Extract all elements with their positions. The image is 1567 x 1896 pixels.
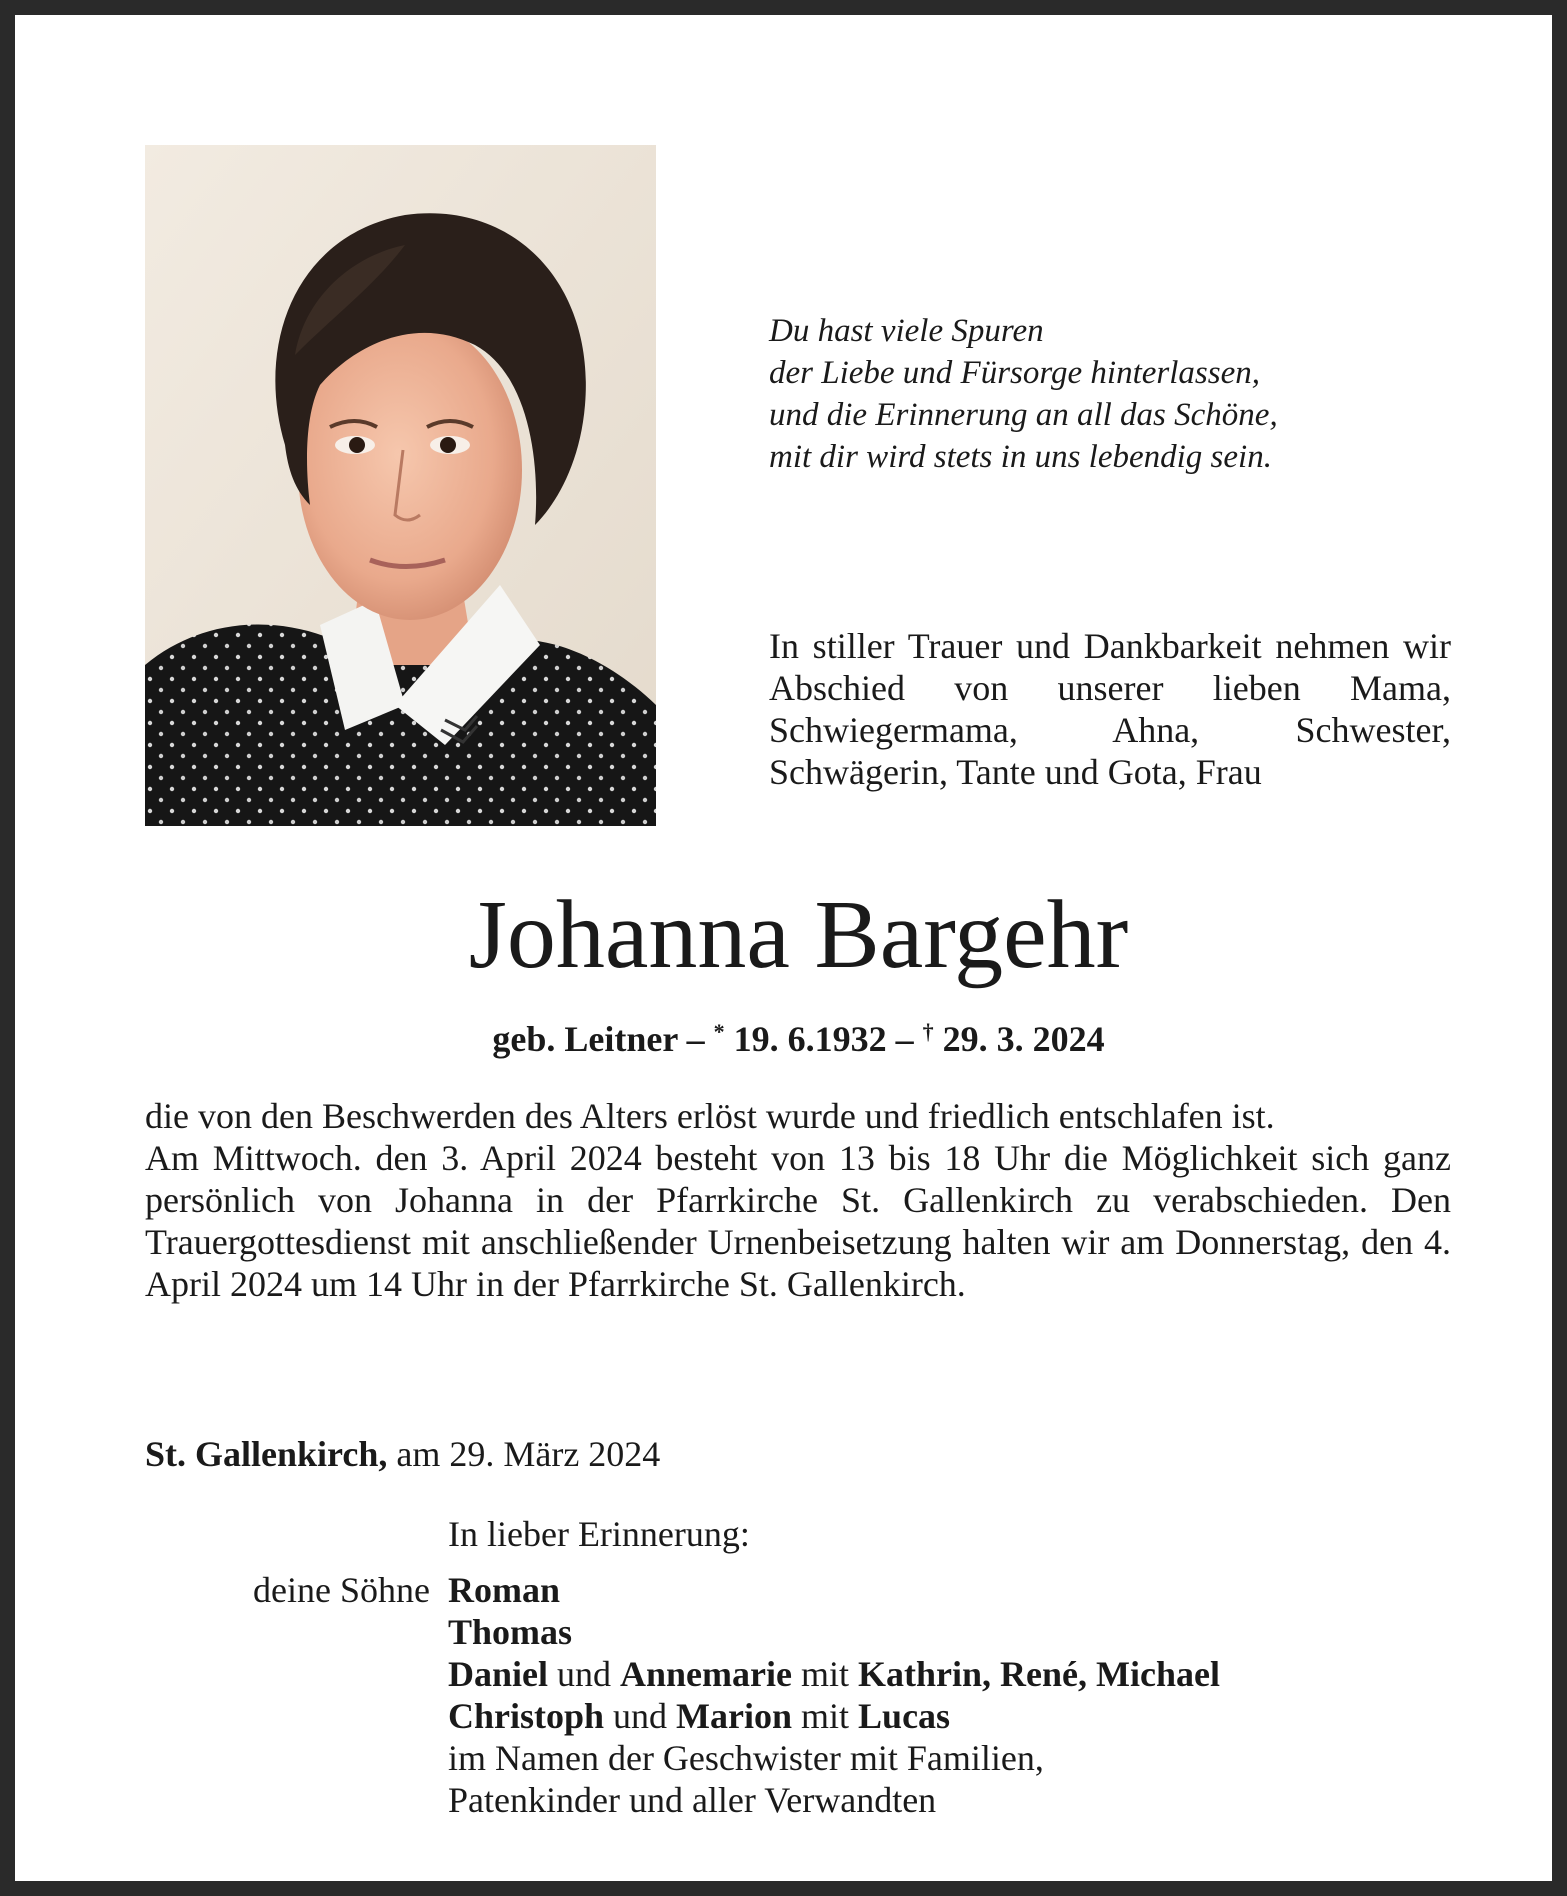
portrait-photo — [145, 145, 656, 826]
conjunction: und — [604, 1696, 677, 1736]
grandchild-name: Lucas — [858, 1696, 951, 1736]
family-line — [448, 1653, 1220, 1695]
separator: – — [677, 1019, 714, 1059]
place-date-text: am 29. März 2024 — [387, 1434, 661, 1474]
family-line — [448, 1611, 1220, 1653]
life-dates — [15, 1010, 1567, 1061]
family-list — [448, 1569, 1220, 1821]
son-name: Roman — [448, 1570, 561, 1610]
memory-heading: In lieber Erinnerung: — [448, 1514, 750, 1554]
death-symbol: † — [922, 1019, 934, 1044]
partner-name: Annemarie — [620, 1654, 792, 1694]
conjunction: und — [548, 1654, 621, 1694]
conjunction: mit — [792, 1696, 859, 1736]
birth-date: 19. 6.1932 — [724, 1019, 887, 1059]
intro-text: In stiller Trauer und Dankbarkeit nehmen wir Abschied von unserer lieben Mama, Schwiegermama, Ahna, Schwester, Schwägerin, Tante und Gota, Frau — [769, 626, 1451, 792]
partner-name: Marion — [676, 1696, 793, 1736]
deceased-name: Johanna Bargehr — [468, 881, 1129, 989]
portrait-illustration — [145, 145, 656, 826]
family-line — [448, 1695, 1220, 1737]
body-paragraph: Am Mittwoch. den 3. April 2024 besteht von 13 bis 18 Uhr die Möglichkeit sich ganz persönlich von Johanna in der Pfarrkirche St. Gallenkirch zu verabschieden. Den Trauergottesdienst mit anschließender Urnenbeisetzung halten wir am Donnerstag, den 4. April 2024 um 14 Uhr in der Pfarrkirche St. Gallenkirch. — [145, 1138, 1451, 1304]
poem-line: mit dir wird stets in uns lebendig sein. — [769, 439, 1272, 475]
death-date: 29. 3. 2024 — [933, 1019, 1105, 1059]
place-date — [145, 1432, 660, 1476]
separator: – — [886, 1019, 923, 1059]
poem-line: und die Erinnerung an all das Schöne, — [769, 397, 1278, 433]
announcement-body — [145, 1095, 1451, 1305]
sons-label: deine Söhne — [253, 1570, 430, 1610]
family-line: Patenkinder und aller Verwandten — [448, 1780, 937, 1820]
maiden-name: geb. Leitner — [492, 1019, 678, 1059]
poem — [769, 310, 1489, 478]
poem-line: Du hast viele Spuren — [769, 313, 1044, 349]
son-name: Christoph — [448, 1696, 605, 1736]
body-paragraph: die von den Beschwerden des Alters erlöst wurde und friedlich entschlafen ist. — [145, 1096, 1275, 1136]
birth-symbol: * — [713, 1019, 725, 1044]
conjunction: mit — [791, 1654, 858, 1694]
son-name: Thomas — [448, 1612, 573, 1652]
family-line: im Namen der Geschwister mit Familien, — [448, 1738, 1044, 1778]
family-line — [448, 1569, 1220, 1611]
place-town: St. Gallenkirch, — [145, 1434, 388, 1474]
grandchildren-names: Kathrin, René, Michael — [858, 1654, 1220, 1694]
poem-line: der Liebe und Fürsorge hinterlassen, — [769, 355, 1260, 391]
son-name: Daniel — [448, 1654, 549, 1694]
